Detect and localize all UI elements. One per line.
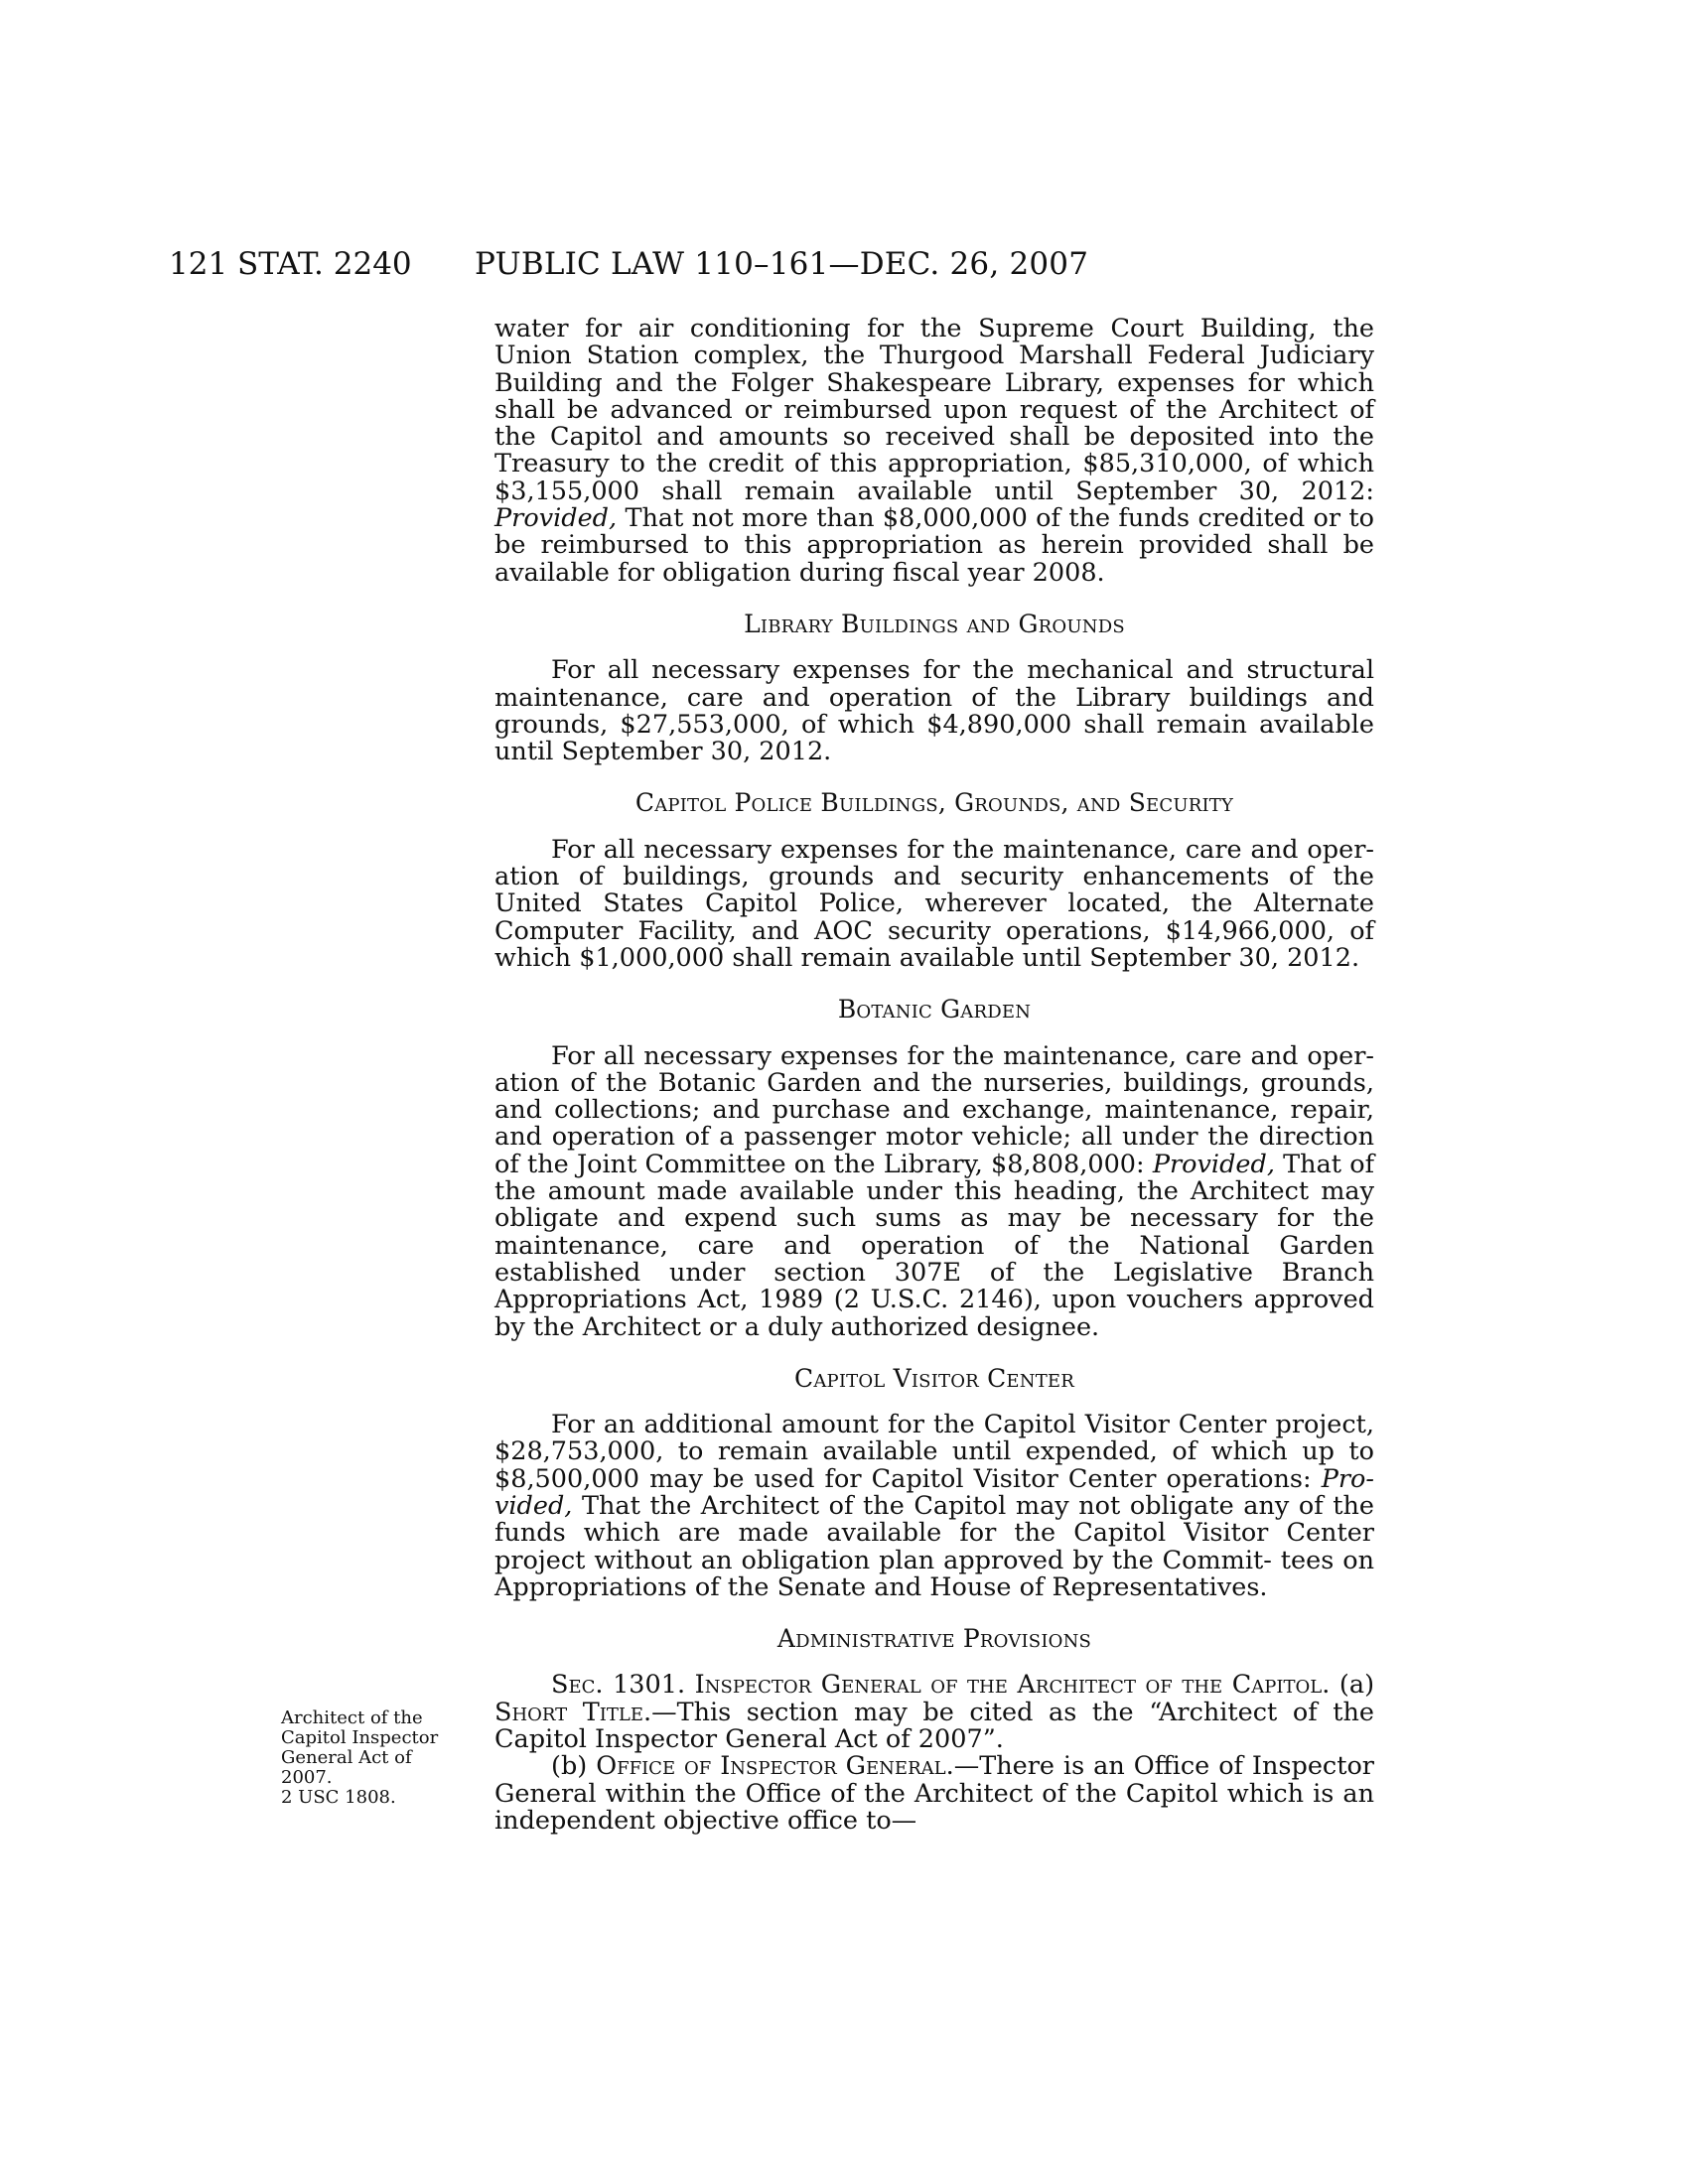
paragraph-capitol-police: For all necessary expenses for the maintenance, care and oper- ation of buildings, grounds and security enhancements of the United States Capitol Police, wherever located, the Alternate Computer Facility, and AOC security operations, $14,966,000, of which $1,000,000 shall remain available until September 30, 2012. bbox=[494, 834, 1374, 973]
subsection-text: —This section may be cited as the “Architect of the Capitol Inspector General Act of 2007”. bbox=[494, 1697, 1374, 1755]
public-law-reference: PUBLIC LAW 110–161—DEC. 26, 2007 bbox=[475, 246, 1089, 282]
paragraph-botanic-garden bbox=[494, 1040, 1375, 1342]
stat-reference: 121 STAT. 2240 bbox=[169, 246, 412, 282]
subsection-label: (b) bbox=[551, 1751, 588, 1782]
continued-paragraph bbox=[494, 316, 1374, 587]
subsection-text: —There is an Office of Inspector General within the Office of the Architect of the Capitol which is an independent objective office to— bbox=[494, 1751, 1374, 1836]
margin-note-line: Capitol Inspector bbox=[281, 1727, 439, 1748]
margin-note-line: General Act of bbox=[281, 1747, 412, 1768]
heading-administrative-provisions: Administrative Provisions bbox=[776, 1624, 1092, 1654]
provided-proviso: Provided, bbox=[494, 503, 618, 534]
main-text-column bbox=[494, 316, 1374, 1835]
heading-botanic-garden: Botanic Garden bbox=[837, 995, 1032, 1024]
margin-note-line: 2007. bbox=[281, 1767, 333, 1788]
subsection-title: Office of Inspector General. bbox=[596, 1751, 954, 1782]
paragraph-text: water for air conditioning for the Supreme Court Building, the Union Station complex, the Thurgood Marshall Federal Judiciary Building and the Folger Shakespeare Library, expenses for which shall be advanced or reimbursed upon request of the Architect of the Capitol and amounts so received shall be deposited into the Treasury to the credit of this appropriation, $85,310,000, of which $3,155,000 shall remain available until September 30, 2012: bbox=[494, 314, 1374, 506]
subsection-label: (a) bbox=[1338, 1670, 1375, 1701]
provided-proviso: Provided, bbox=[1152, 1149, 1275, 1179]
subsection-b-paragraph bbox=[494, 1753, 1374, 1835]
paragraph-text: That of the amount made available under this heading, the Architect may obligate and expend such sums as may be necessary for the maintenance, care and operation of the National Garden established under section 307E of the Legislative Branch Appropriations Act, 1989 (2 U.S.C. 2146), upon vouchers approved by the Architect or a duly authorized designee. bbox=[494, 1149, 1375, 1342]
section-title: Inspector General of the Architect of the Capitol. bbox=[694, 1670, 1331, 1701]
subsection-title: Short Title. bbox=[494, 1697, 652, 1727]
running-header bbox=[0, 246, 1688, 290]
paragraph-capitol-visitor-center bbox=[494, 1412, 1374, 1601]
heading-capitol-police: Capitol Police Buildings, Grounds, and Security bbox=[634, 788, 1234, 818]
heading-library-buildings: Library Buildings and Grounds bbox=[744, 609, 1125, 638]
section-number: Sec. 1301. bbox=[551, 1670, 686, 1701]
margin-note bbox=[281, 1708, 480, 1808]
paragraph-text: That not more than $8,000,000 of the funds credited or to be reimbursed to this appropriation as herein provided shall be available for obligation during fiscal year 2008. bbox=[494, 503, 1374, 588]
paragraph-text: That the Architect of the Capitol may not obligate any of the funds which are made available for the Capitol Visitor Center project without an obligation plan approved by the Commit- tees on Appropriations of the Senate and House of Representatives. bbox=[494, 1490, 1374, 1602]
paragraph-text: For all necessary expenses for the maintenance, care and oper- ation of the Botanic Garden and the nurseries, buildings, grounds, and collections; and purchase and exchange, maintenance, repair, and operation of a passenger motor vehicle; all under the direction of the Joint Committee on the Library, $8,808,000: bbox=[494, 1040, 1374, 1179]
paragraph-library-buildings: For all necessary expenses for the mechanical and structural maintenance, care and operation of the Library buildings and grounds, $27,553,000, of which $4,890,000 shall remain available until September 30, 2012. bbox=[494, 655, 1374, 767]
section-1301-paragraph bbox=[494, 1672, 1374, 1753]
margin-note-line: Architect of the bbox=[281, 1707, 423, 1728]
provided-proviso: Pro- vided, bbox=[494, 1463, 1375, 1521]
paragraph-text: For an additional amount for the Capitol Visitor Center project, $28,753,000, to remain available until expended, of which up to $8,500,000 may be used for Capitol Visitor Center operations: bbox=[494, 1410, 1374, 1494]
heading-capitol-visitor-center: Capitol Visitor Center bbox=[794, 1363, 1074, 1393]
margin-note-line: 2 USC 1808. bbox=[281, 1787, 396, 1808]
